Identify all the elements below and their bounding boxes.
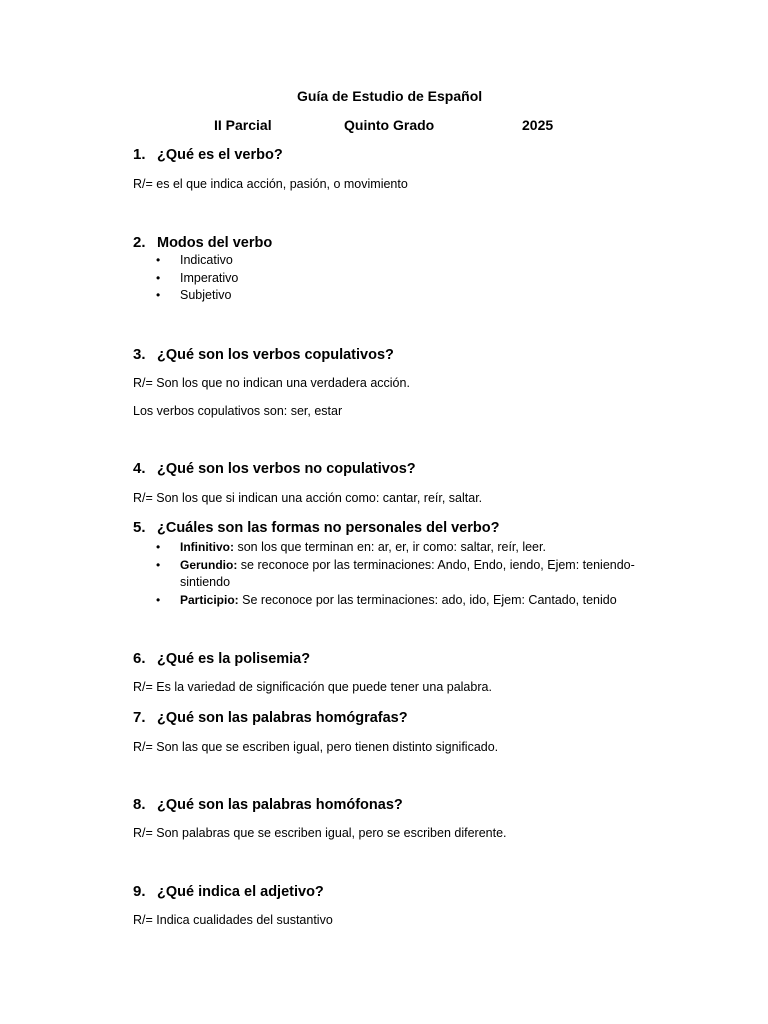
question-text: Modos del verbo <box>157 235 273 251</box>
question-number: 4. <box>133 460 146 477</box>
bullet-icon: • <box>156 540 161 554</box>
bullet-icon: • <box>156 271 161 285</box>
question-text: ¿Qué son las palabras homófonas? <box>157 797 403 813</box>
question-6 <box>133 650 310 668</box>
answer-4: R/= Son los que si indican una acción como: cantar, reír, saltar. <box>133 491 483 505</box>
list-item-continuation: sintiendo <box>180 575 231 589</box>
question-number: 6. <box>133 650 146 667</box>
answer-3: R/= Son los que no indican una verdadera acción. <box>133 376 410 390</box>
year-label: 2025 <box>522 117 554 133</box>
question-number: 1. <box>133 146 146 163</box>
answer-3-detail: Los verbos copulativos son: ser, estar <box>133 404 343 418</box>
question-number: 7. <box>133 709 146 726</box>
bullet-icon: • <box>156 288 161 302</box>
question-1 <box>133 146 283 164</box>
term-label: Participio: <box>180 593 239 607</box>
bullet-icon: • <box>156 558 161 572</box>
question-text: ¿Qué son los verbos copulativos? <box>157 347 394 363</box>
term-label: Infinitivo: <box>180 540 234 554</box>
question-text: ¿Qué indica el adjetivo? <box>157 884 324 900</box>
document-title: Guía de Estudio de Español <box>297 88 483 104</box>
question-7 <box>133 709 408 727</box>
bullet-icon: • <box>156 593 161 607</box>
question-number: 3. <box>133 346 146 363</box>
list-item: • Infinitivo: son los que terminan en: ar, er, ir como: saltar, reír, leer. <box>156 540 546 554</box>
question-number: 9. <box>133 883 146 900</box>
list-item: • Gerundio: se reconoce por las terminaciones: Ando, Endo, iendo, Ejem: teniendo- <box>156 558 635 572</box>
question-text: ¿Qué es la polisemia? <box>157 651 311 667</box>
list-item: • Subjetivo <box>156 288 232 302</box>
answer-1: R/= es el que indica acción, pasión, o movimiento <box>133 177 408 191</box>
question-number: 5. <box>133 519 146 536</box>
question-2 <box>133 234 272 252</box>
answer-8: R/= Son palabras que se escriben igual, pero se escriben diferente. <box>133 826 507 840</box>
question-text: ¿Qué es el verbo? <box>157 147 283 163</box>
question-4 <box>133 460 416 478</box>
list-item: • Indicativo <box>156 253 233 267</box>
question-3 <box>133 346 394 364</box>
grade-label: Quinto Grado <box>344 117 435 133</box>
question-number: 8. <box>133 796 146 813</box>
question-text: ¿Qué son las palabras homógrafas? <box>157 710 408 726</box>
question-text: ¿Cuáles son las formas no personales del verbo? <box>157 520 500 536</box>
question-number: 2. <box>133 234 146 251</box>
parcial-label: II Parcial <box>214 117 272 133</box>
question-text: ¿Qué son los verbos no copulativos? <box>157 461 416 477</box>
list-item: • Imperativo <box>156 271 239 285</box>
answer-6: R/= Es la variedad de significación que puede tener una palabra. <box>133 680 492 694</box>
question-8 <box>133 796 403 814</box>
answer-7: R/= Son las que se escriben igual, pero tienen distinto significado. <box>133 740 499 754</box>
bullet-icon: • <box>156 253 161 267</box>
list-item: • Participio: Se reconoce por las terminaciones: ado, ido, Ejem: Cantado, tenido <box>156 593 617 607</box>
question-9 <box>133 883 324 901</box>
answer-9: R/= Indica cualidades del sustantivo <box>133 913 333 927</box>
question-5 <box>133 519 499 537</box>
term-label: Gerundio: <box>180 558 238 572</box>
